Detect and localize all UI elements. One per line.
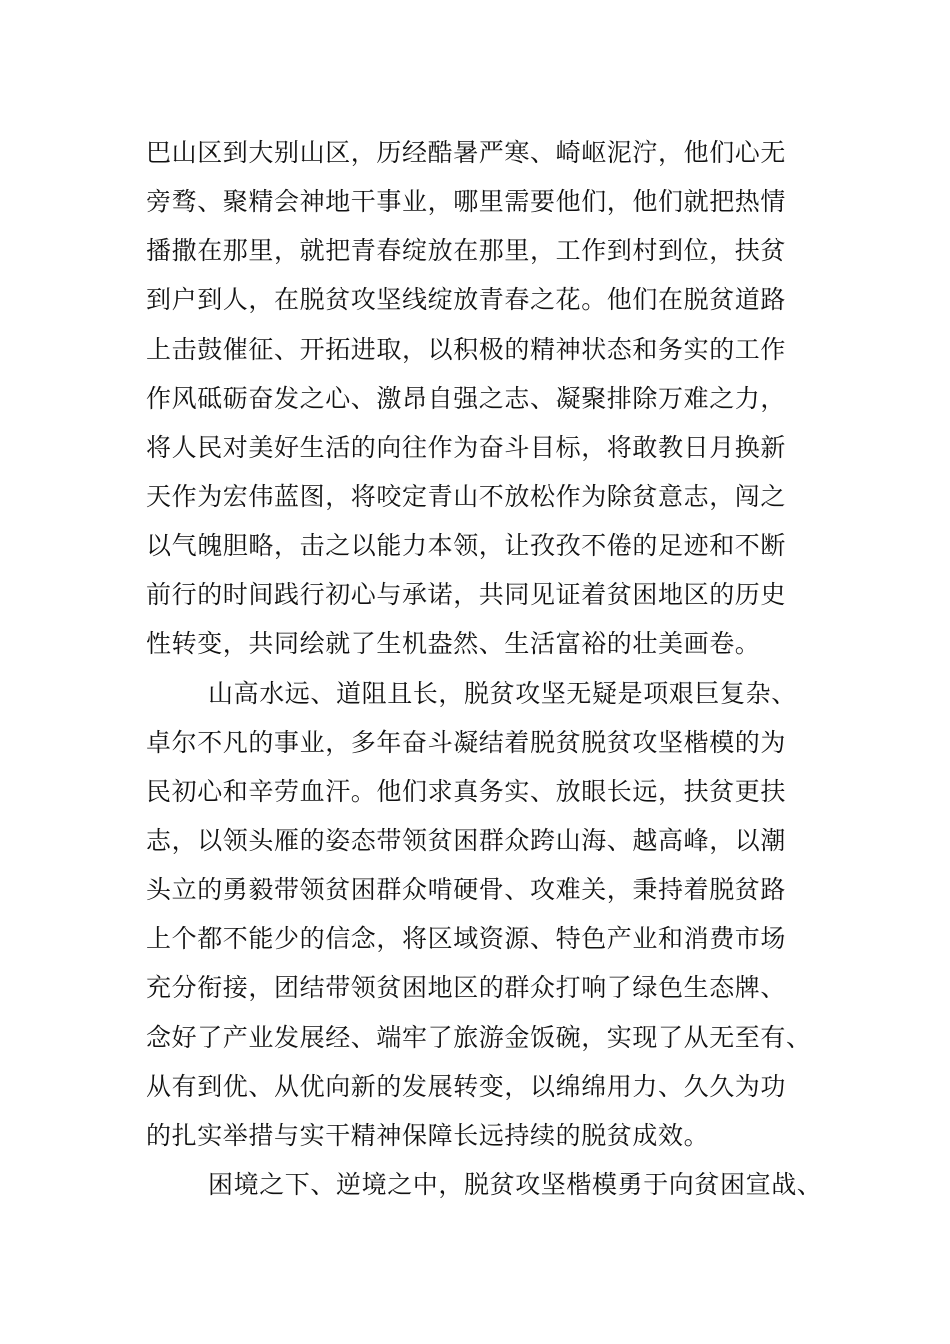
paragraph-2-line-3: 民初心和辛劳血汗。他们求真务实、放眼长远，扶贫更扶 xyxy=(146,776,787,806)
paragraph-2-line-2: 卓尔不凡的事业，多年奋斗凝结着脱贫脱贫攻坚楷模的为 xyxy=(146,727,787,757)
paragraph-2-line-4: 志，以领头雁的姿态带领贫困群众跨山海、越高峰，以潮 xyxy=(146,825,787,855)
paragraph-1-line-1: 巴山区到大别山区，历经酷暑严寒、崎岖泥泞，他们心无 xyxy=(146,138,787,167)
paragraph-1-line-4: 到户到人，在脱贫攻坚线绽放青春之花。他们在脱贫道路 xyxy=(146,285,787,315)
paragraph-1-line-5: 上击鼓催征、开拓进取，以积极的精神状态和务实的工作 xyxy=(146,334,787,364)
paragraph-2-line-6: 上个都不能少的信念，将区域资源、特色产业和消费市场 xyxy=(146,924,787,954)
paragraph-1-line-6: 作风砥砺奋发之心、激昂自强之志、凝聚排除万难之力， xyxy=(146,383,787,413)
paragraph-3-line-1: 困境之下、逆境之中，脱贫攻坚楷模勇于向贫困宣战、 xyxy=(208,1169,823,1199)
paragraph-2-line-10: 的扎实举措与实干精神保障长远持续的脱贫成效。 xyxy=(146,1120,710,1150)
paragraph-1-line-10: 前行的时间践行初心与承诺，共同见证着贫困地区的历史 xyxy=(146,580,787,610)
paragraph-1-line-8: 天作为宏伟蓝图，将咬定青山不放松作为除贫意志，闯之 xyxy=(146,481,787,511)
paragraph-2-line-7: 充分衔接，团结带领贫困地区的群众打响了绿色生态牌、 xyxy=(146,973,787,1003)
paragraph-2-line-8: 念好了产业发展经、端牢了旅游金饭碗，实现了从无至有、 xyxy=(146,1022,812,1052)
paragraph-1-line-11: 性转变，共同绘就了生机盎然、生活富裕的壮美画卷。 xyxy=(146,629,761,659)
paragraph-2-line-5: 头立的勇毅带领贫困群众啃硬骨、攻难关，秉持着脱贫路 xyxy=(146,875,787,905)
paragraph-2-line-9: 从有到优、从优向新的发展转变，以绵绵用力、久久为功 xyxy=(146,1071,787,1101)
paragraph-1-line-9: 以气魄胆略，击之以能力本领，让孜孜不倦的足迹和不断 xyxy=(146,531,787,561)
paragraph-1-line-7: 将人民对美好生活的向往作为奋斗目标，将敢教日月换新 xyxy=(146,432,787,462)
paragraph-1-line-2: 旁骛、聚精会神地干事业，哪里需要他们，他们就把热情 xyxy=(146,187,787,217)
paragraph-1-line-3: 播撒在那里，就把青春绽放在那里，工作到村到位，扶贫 xyxy=(146,236,787,266)
paragraph-2-line-1: 山高水远、道阻且长，脱贫攻坚无疑是项艰巨复杂、 xyxy=(208,678,797,708)
body-text xyxy=(146,128,823,1209)
